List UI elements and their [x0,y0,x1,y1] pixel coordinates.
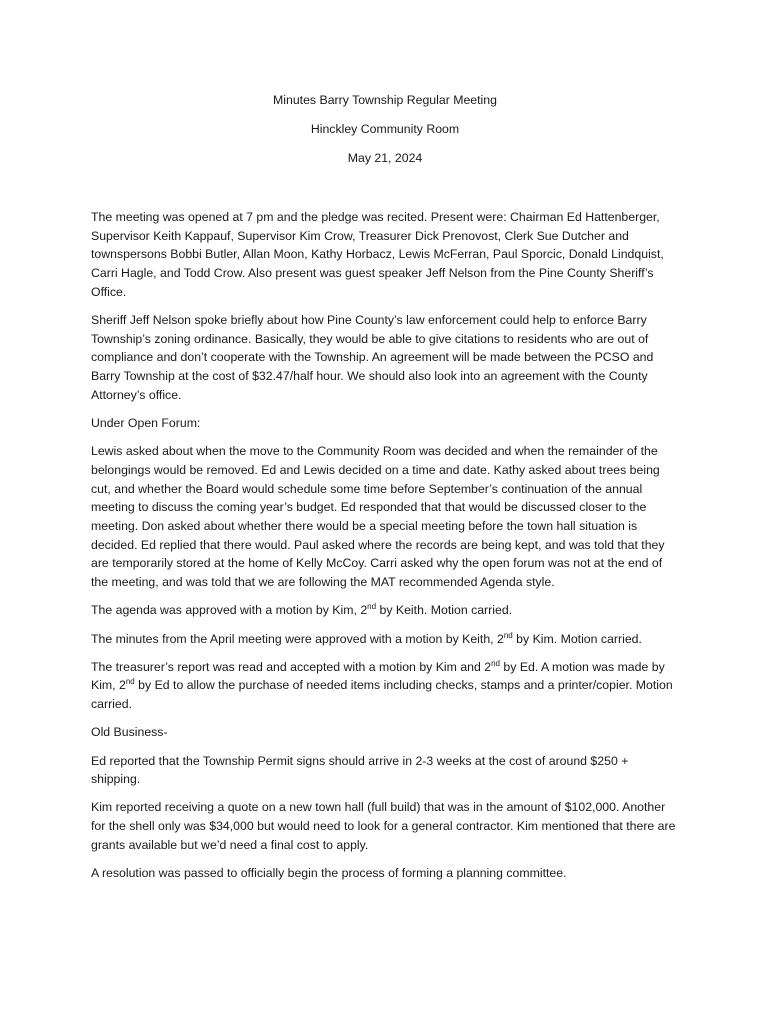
paragraph-open-forum-heading: Under Open Forum: [91,416,201,431]
paragraph-agenda [91,601,681,620]
document-title: Minutes Barry Township Regular Meeting [273,93,497,107]
meeting-date: May 21, 2024 [347,151,423,165]
ordinal-suffix: nd [503,630,513,640]
ordinal-suffix: nd [125,677,135,687]
treasurer-text-c: by Ed to allow the purchase of needed items including checks, stamps and a printer/copier. Motion carried. [91,678,673,712]
paragraph-planning-committee: A resolution was passed to officially begin the process of forming a planning committee. [91,866,567,881]
document-header [0,92,770,179]
paragraph-treasurer [91,658,681,714]
minutes-text-b: by Kim. Motion carried. [512,631,642,646]
paragraph-open-forum: Lewis asked about when the move to the Community Room was decided and when the remainder of the belongings would be removed. Ed and Lewis decided on a time and date. Kathy asked about trees being cut, and whether the Board would schedule some time before September’s continuation of the annual meeting to discuss the coming year’s budget. Ed responded that that would be discussed closer to the meeting. Don asked about whether there would be a special meeting before the town hall situation is decided. Ed replied that there would. Paul asked where the records are being kept, and was told that they are temporarily stored at the home of Kelly McCoy. Carri asked why the open forum was not at the end of the meeting, and was told that we are following the MAT recommended Agenda style. [91,444,665,590]
ordinal-suffix: nd [367,602,377,612]
document-body [91,208,681,892]
treasurer-text-a: The treasurer’s report was read and accepted with a motion by Kim and 2 [91,659,492,674]
paragraph-old-business-heading: Old Business- [91,725,168,740]
agenda-text-a: The agenda was approved with a motion by Kim, 2 [91,603,368,618]
meeting-location: Hinckley Community Room [310,122,460,136]
paragraph-permit-signs: Ed reported that the Township Permit signs should arrive in 2-3 weeks at the cost of around $250 + shipping. [91,753,629,787]
minutes-text-a: The minutes from the April meeting were approved with a motion by Keith, 2 [91,631,504,646]
paragraph-sheriff: Sheriff Jeff Nelson spoke briefly about how Pine County’s law enforcement could help to enforce Barry Township’s zoning ordinance. Basically, they would be able to give citations to residents who are out of compliance and don’t cooperate with the Township. An agreement will be made between the PCSO and Barry Township at the cost of $32.47/half hour. We should also look into an agreement with the County Attorney’s office. [91,313,654,402]
ordinal-suffix: nd [491,658,500,668]
agenda-text-b: by Keith. Motion carried. [376,603,513,618]
paragraph-attendance: The meeting was opened at 7 pm and the pledge was recited. Present were: Chairman Ed Hattenberger, Supervisor Keith Kappauf, Supervisor Kim Crow, Treasurer Dick Prenovost, Clerk Sue Dutcher and townspersons Bobbi Butler, Allan Moon, Kathy Horbacz, Lewis McFerran, Paul Sporcic, Donald Lindquist, Carri Hagle, and Todd Crow. Also present was guest speaker Jeff Nelson from the Pine County Sheriff’s Office. [91,210,664,299]
paragraph-town-hall-quote: Kim reported receiving a quote on a new town hall (full build) that was in the amount of $102,000. Another for the shell only was $34,000 but would need to look for a general contractor. Kim mentioned that there are grants available but we’d need a final cost to apply. [91,800,676,852]
treasurer-text-b: by Ed. A motion was made by Kim, 2 [91,659,665,693]
paragraph-minutes [91,630,681,649]
